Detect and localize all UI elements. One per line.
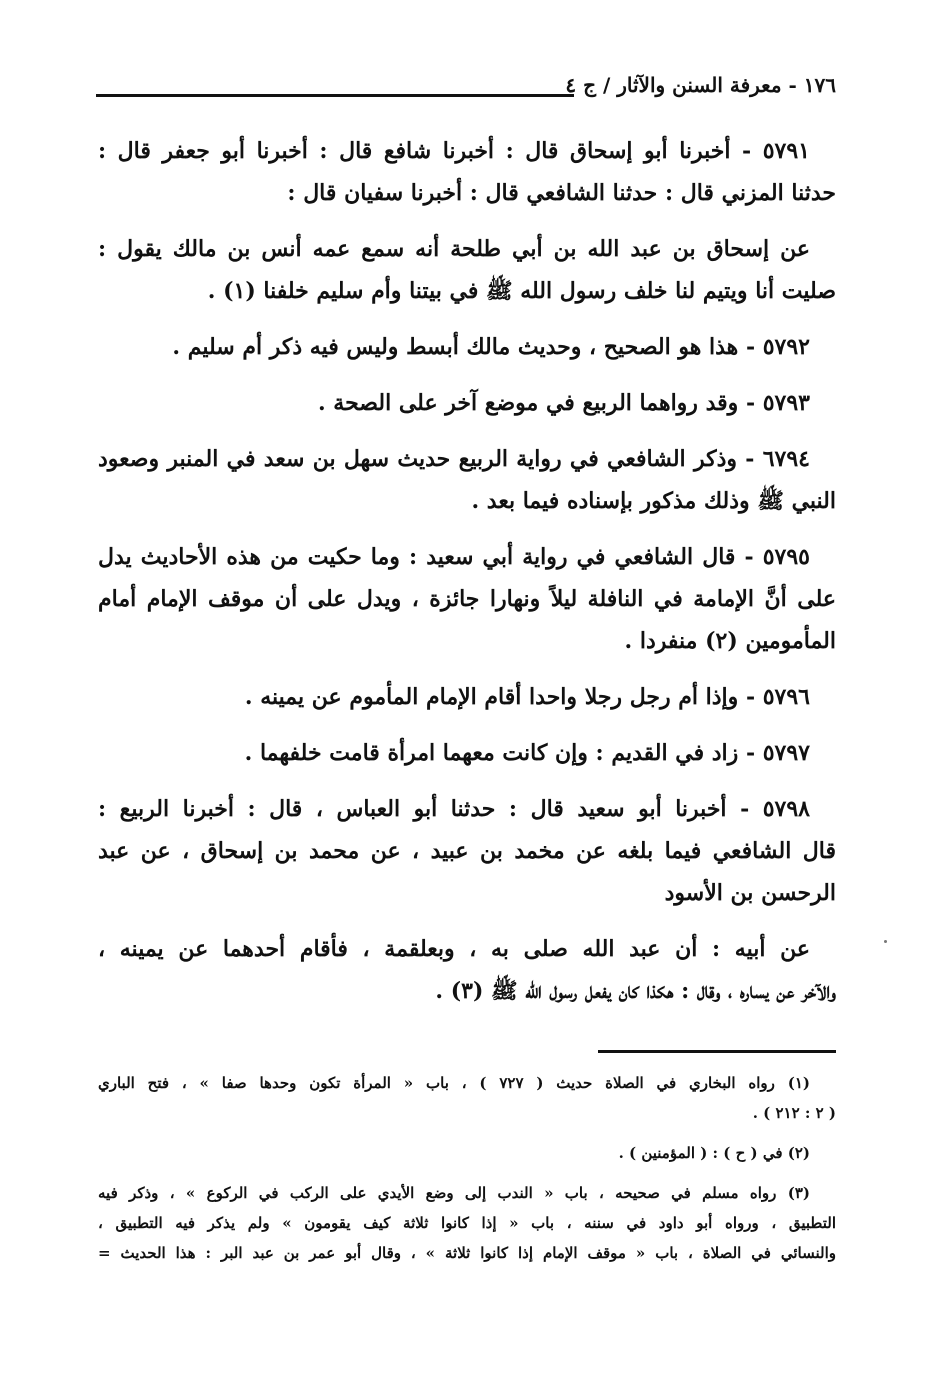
footnote-1 xyxy=(98,1068,836,1128)
paragraph-5793 xyxy=(98,382,836,424)
text-line: قال الشافعي فيما بلغه عن مخمد بن عبيد ، عن محمد بن إسحاق ، عن عبد xyxy=(98,838,836,864)
paragraph-5798 xyxy=(98,788,836,914)
footnote-3 xyxy=(98,1178,836,1268)
text-line: صليت أنا ويتيم لنا خلف رسول الله ﷺ في بيتنا وأم سليم خلفنا (١) . xyxy=(207,278,836,304)
footnotes xyxy=(98,1068,836,1278)
text-line: الرحسن بن الأسود xyxy=(664,880,836,906)
paragraph-5792 xyxy=(98,326,836,368)
footnote-2 xyxy=(98,1138,836,1168)
text-line: ٥٧٩٦ - وإذا أم رجل رجلا واحدا أقام الإمام المأموم عن يمينه . xyxy=(244,684,810,710)
text-line: ٥٧٩٢ - هذا هو الصحيح ، وحديث مالك أبسط وليس فيه ذكر أم سليم . xyxy=(172,334,810,360)
text-line: والآخر عن يساره ، وقال : هكذا كان يفعل رسول الله ﷺ (٣) . xyxy=(435,978,836,1004)
text-line: عن إسحاق بن عبد الله بن أبي طلحة أنه سمع عمه أنس بن مالك يقول : xyxy=(98,236,810,262)
margin-dot xyxy=(884,940,887,943)
text-line: ٥٧٩١ - أخبرنا أبو إسحاق قال : أخبرنا شافع قال : أخبرنا أبو جعفر قال : xyxy=(98,138,810,164)
paragraph-5791 xyxy=(98,130,836,214)
paragraph-5798-matn xyxy=(98,928,836,1012)
text-line: ٥٧٩٧ - زاد في القديم : وإن كانت معهما امرأة قامت خلفهما . xyxy=(244,740,810,766)
text-line: ٥٧٩٨ - أخبرنا أبو سعيد قال : حدثنا أبو العباس ، قال : أخبرنا الربيع : xyxy=(98,796,810,822)
text-line: ٦٧٩٤ - وذكر الشافعي في رواية الربيع حديث سهل بن سعد في المنبر وصعود xyxy=(98,446,810,472)
footnote-separator xyxy=(598,1050,836,1053)
text-line: حدثنا المزني قال : حدثنا الشافعي قال : أخبرنا سفيان قال : xyxy=(287,180,836,206)
footnote-line: (٢) في ( ح ) : ( المؤمنين ) . xyxy=(618,1144,810,1162)
paragraph-5791-matn xyxy=(98,228,836,312)
page-header xyxy=(96,70,836,102)
running-title: ١٧٦ - معرفة السنن والآثار / ج ٤ xyxy=(565,73,836,97)
text-line: المأمومين (٢) منفردا . xyxy=(624,628,836,654)
text-line: عن أبيه : أن عبد الله صلى به ، وبعلقمة ، فأقام أحدهما عن يمينه ، xyxy=(98,936,810,962)
header-rule xyxy=(96,94,574,97)
text-line: على أنَّ الإمامة في النافلة ليلاً ونهارا جائزة ، ويدل على أن موقف الإمام أمام xyxy=(98,586,836,612)
paragraph-5797 xyxy=(98,732,836,774)
footnote-line: (٣) رواه مسلم في صحيحه ، باب « الندب إلى وضع الأيدي على الركب في الركوع » ، وذكر فيه xyxy=(98,1184,810,1202)
footnote-line: والنسائي في الصلاة ، باب « موقف الإمام إذا كانوا ثلاثة » ، وقال أبو عمر بن عبد البر : هذا الحديث = xyxy=(98,1244,836,1262)
paragraph-5796 xyxy=(98,676,836,718)
text-line: ٥٧٩٣ - وقد رواهما الربيع في موضع آخر على الصحة . xyxy=(317,390,810,416)
main-text xyxy=(98,130,836,1026)
text-line: ٥٧٩٥ - قال الشافعي في رواية أبي سعيد : وما حكيت من هذه الأحاديث يدل xyxy=(98,544,810,570)
footnote-line: التطبيق ، ورواه أبو داود في سننه ، باب « إذا كانوا ثلاثة كيف يقومون » ولم يذكر فيه التطبيق ، xyxy=(98,1214,836,1232)
paragraph-6794 xyxy=(98,438,836,522)
text-line: النبي ﷺ وذلك مذكور بإسناده فيما بعد . xyxy=(471,488,836,514)
paragraph-5795 xyxy=(98,536,836,662)
footnote-line: ( ٢ : ٢١٢ ) . xyxy=(752,1104,836,1122)
footnote-line: (١) رواه البخاري في الصلاة حديث ( ٧٢٧ ) ، باب « المرأة تكون وحدها صفا » ، فتح الباري xyxy=(98,1074,811,1092)
